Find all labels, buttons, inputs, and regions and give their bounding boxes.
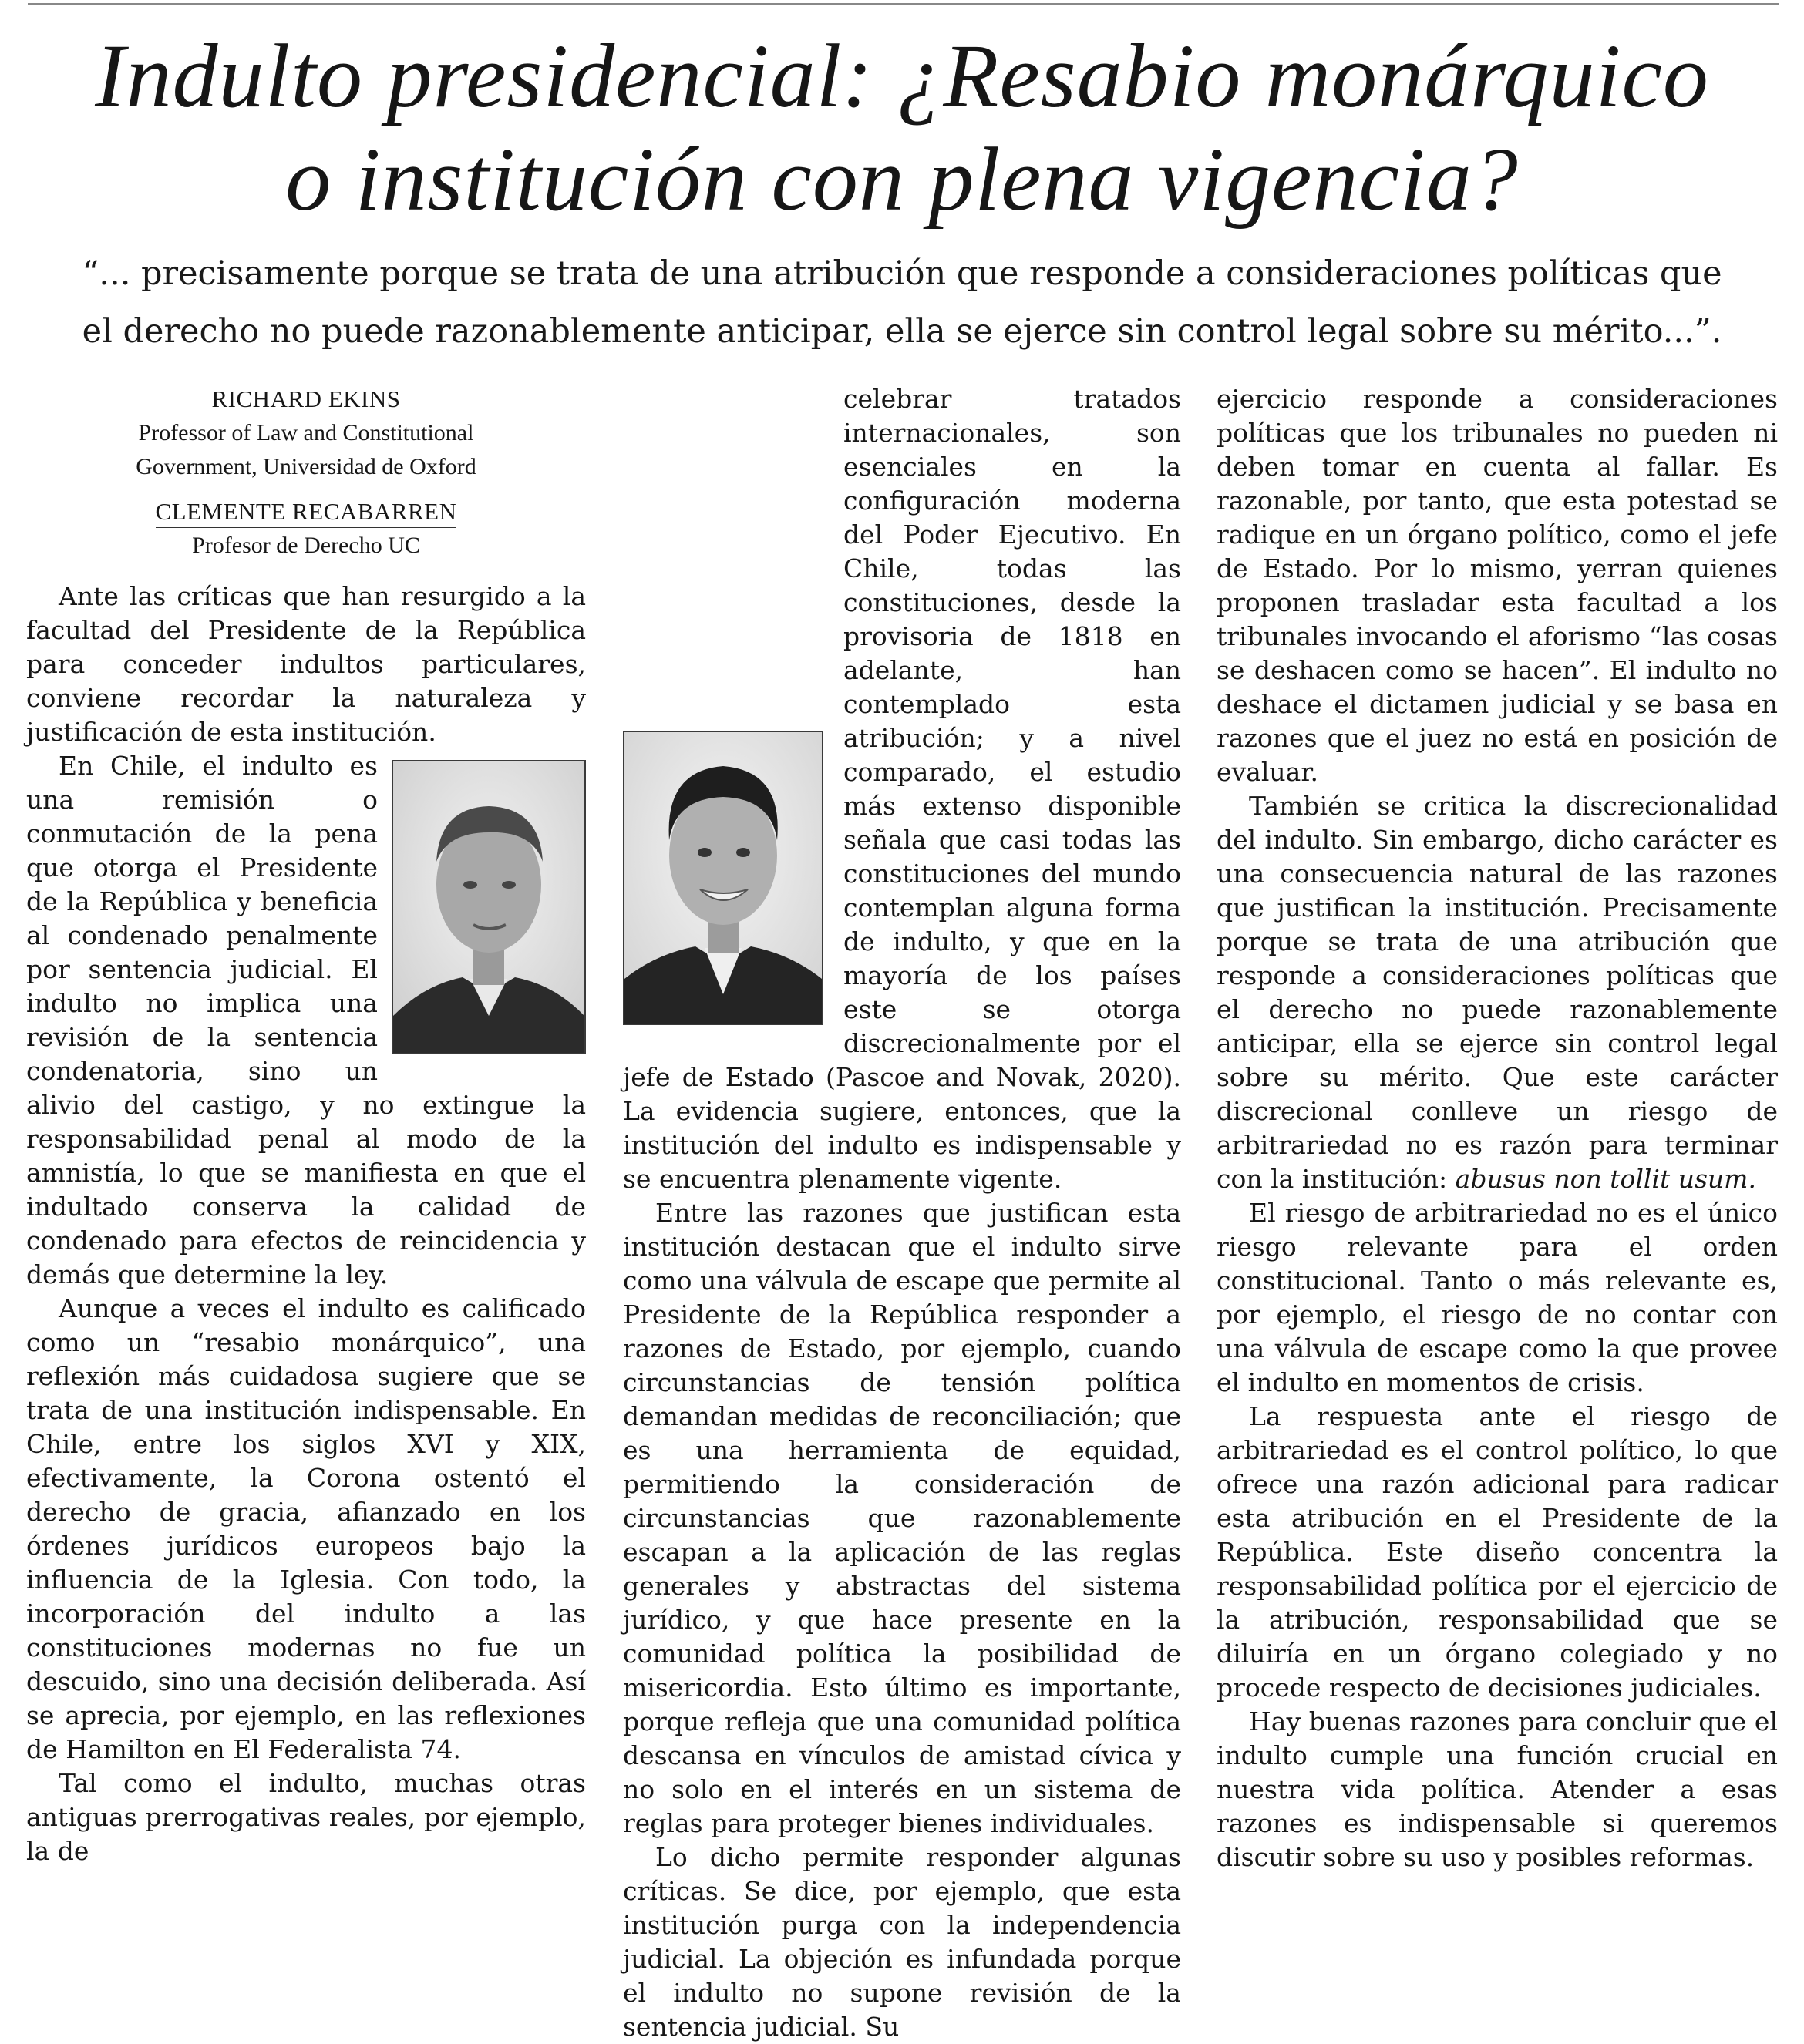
latin-maxim: abusus non tollit usum. — [1455, 1164, 1756, 1194]
author-name: RICHARD EKINS — [211, 384, 400, 415]
portrait-icon — [624, 732, 822, 1024]
paragraph-text: También se critica la discrecionalidad del indulto. Sin embargo, dicho carácter es una consecuencia natural de las razones que justifican la institución. Precisamente porque se trata de una atribución que responde a consideraciones políticas que el derecho no puede razonablemente anticipar, ella se ejerce sin control legal sobre su mérito. Que este carácter discrecional conlleve un riesgo de arbitrariedad no es razón para terminar con la institución: — [1217, 791, 1778, 1194]
portrait-photo-richard-ekins — [392, 760, 586, 1054]
author-affiliation: Profesor de Derecho UC — [192, 533, 420, 558]
paragraph: Ante las críticas que han resurgido a la facultad del Presidente de la República para conceder indultos particulares, conviene recordar la naturaleza y justificación de esta institución. — [26, 581, 586, 747]
author-affiliation: Government, Universidad de Oxford — [136, 454, 476, 479]
column-3 — [1217, 382, 1778, 1874]
paragraph: ejercicio responde a consideraciones políticas que los tribunales no pueden ni deben tomar en cuenta al fallar. Es razonable, por tanto, que esta potestad se radique en un órgano político, como el jefe de Estado. Por lo mismo, yerran quienes proponen trasladar esta facultad a los tribunales invocando el aforismo “las cosas se deshacen como se hacen”. El indulto no deshace el dictamen judicial y se basa en razones que el juez no está en posición de evaluar. — [1217, 384, 1778, 787]
paragraph: Hay buenas razones para concluir que el indulto cumple una función crucial en nuestra vida política. Atender a esas razones es indispensable si queremos discutir sobre su uso y posibles reformas. — [1217, 1706, 1778, 1872]
paragraph: Lo dicho permite responder algunas críticas. Se dice, por ejemplo, que esta institución purga con la independencia judicial. La objeción es infundada porque el indulto no supone revisión de la sentencia judicial. Su — [623, 1842, 1181, 2042]
paragraph: La respuesta ante el riesgo de arbitrariedad es el control político, lo que ofrece una razón adicional para radicar esta atribución en el Presidente de la República. Este diseño concentra la responsabilidad política por el ejercicio de la atribución, responsabilidad que se diluiría en un órgano colegiado y no procede respecto de decisiones judiciales. — [1217, 1401, 1778, 1703]
portrait-photo-clemente-recabarren — [623, 731, 823, 1025]
column-2 — [623, 382, 1181, 2044]
paragraph: En Chile, el indulto es una remisión o conmutación de la pena que otorga el Presidente de la República y beneficia al condenado penalmente por sentencia judicial. El indulto no implica una revisión de la sentencia condenatoria, sino un alivio del castigo, y no extingue la responsabilidad penal al modo de la amnistía, lo que se manifiesta en que el indultado conserva la calidad de condenado para efectos de reincidencia y demás que determine la ley. — [26, 751, 586, 1289]
paragraph: El riesgo de arbitrariedad no es el único riesgo relevante para el orden constitucional. Tanto o más relevante es, por ejemplo, el riesgo de no contar con una válvula de escape como la que provee el indulto en momentos de crisis. — [1217, 1198, 1778, 1397]
paragraph: Tal como el indulto, muchas otras antiguas prerrogativas reales, por ejemplo, la de — [26, 1768, 586, 1866]
pull-quote-line-1: “... precisamente porque se trata de una atribución que responde a consideraciones políticas que — [82, 254, 1722, 293]
portrait-icon — [393, 761, 584, 1053]
headline-line-2: o institución con plena vigencia? — [285, 129, 1519, 230]
top-rule — [28, 3, 1779, 5]
pull-quote — [31, 245, 1773, 361]
byline-author-1 — [26, 382, 586, 484]
paragraph — [1217, 789, 1778, 1196]
author-affiliation: Professor of Law and Constitutional — [138, 420, 474, 445]
author-name: CLEMENTE RECABARREN — [156, 496, 457, 528]
paragraph: Aunque a veces el indulto es calificado como un “resabio monárquico”, una reflexión más cuidadosa sugiere que se trata de una institución indispensable. En Chile, entre los siglos XVI y XIX, efectivamente, la Corona ostentó el derecho de gracia, afianzado en los órdenes jurídicos europeos bajo la influencia de la Iglesia. Con todo, la incorporación del indulto a las constituciones modernas no fue un descuido, sino una decisión deliberada. Así se aprecia, por ejemplo, en las reflexiones de Hamilton en El Federalista 74. — [26, 1293, 586, 1764]
pull-quote-line-2: el derecho no puede razonablemente anticipar, ella se ejerce sin control legal sobre su mérito...”. — [82, 312, 1722, 351]
paragraph: Entre las razones que justifican esta institución destacan que el indulto sirve como una válvula de escape que permite al Presidente de la República responder a razones de Estado, por ejemplo, cuando circunstancias de tensión política demandan medidas de reconciliación; que es una herramienta de equidad, permitiendo la consideración de circunstancias que razonablemente escapan a la aplicación de las reglas generales y abstractas del sistema jurídico, y que hace presente en la comunidad política la posibilidad de misericordia. Esto último es importante, porque refleja que una comunidad política descansa en vínculos de amistad cívica y no solo en el interés en un sistema de reglas para proteger bienes individuales. — [623, 1198, 1181, 1838]
headline-line-1: Indulto presidencial: ¿Resabio monárquico — [95, 25, 1709, 126]
byline-author-2 — [26, 495, 586, 563]
headline — [31, 25, 1773, 231]
column-1 — [26, 382, 586, 1868]
paragraph: celebrar tratados internacionales, son esenciales en la configuración moderna del Poder Ejecutivo. En Chile, todas las constituciones, desde la provisoria de 1818 en adelante, han contemplado esta atribución; y a nivel comparado, el estudio más extenso disponible señala que casi todas las constituciones del mundo contemplan alguna forma de indulto, y que en la mayoría de los países este se otorga discrecionalmente por el jefe de Estado (Pascoe and Novak, 2020). La evidencia sugiere, entonces, que la institución del indulto es indispensable y se encuentra plenamente vigente. — [623, 384, 1181, 1194]
